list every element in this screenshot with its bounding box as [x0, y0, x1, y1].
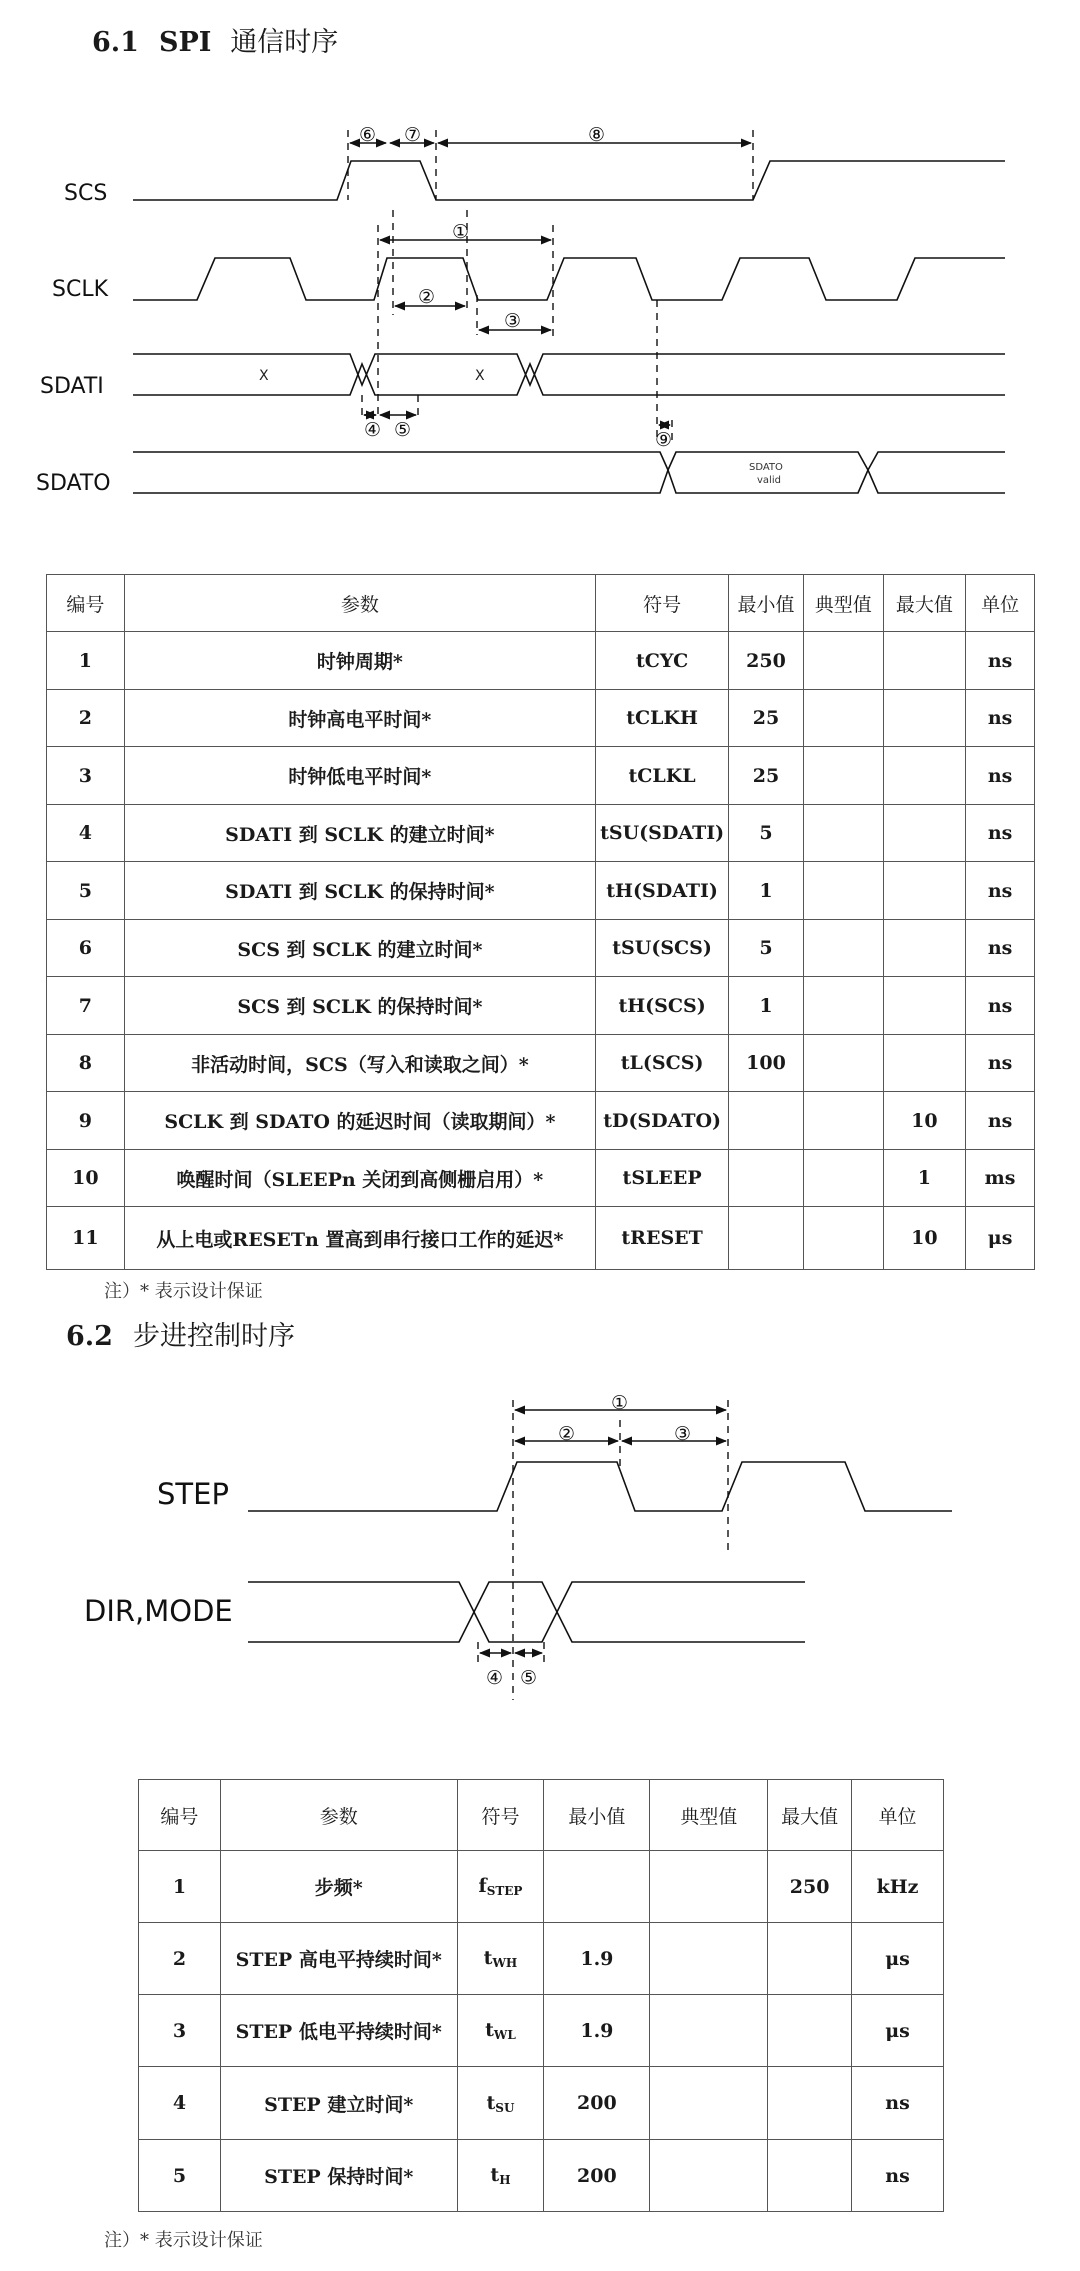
cell-symbol: [457, 1995, 544, 2067]
signal-label-sdato: SDATO: [36, 471, 111, 496]
marker-9: ⑨: [655, 429, 673, 451]
table-row: [139, 1851, 944, 1923]
cell-unit: ms: [966, 1150, 1035, 1207]
section-title-cn: 通信时序: [230, 27, 339, 58]
cell-max: 10: [883, 1207, 966, 1270]
cell-param: SCLK 到 SDATO 的延迟时间（读取期间）*: [124, 1092, 595, 1150]
cell-min: 1.9: [544, 1923, 650, 1995]
marker-2: ②: [418, 286, 436, 308]
cell-symbol: [457, 2140, 544, 2212]
cell-typ: [650, 1995, 768, 2067]
cell-min: 1: [729, 862, 804, 920]
cell-min: 25: [729, 747, 804, 805]
cell-max: [768, 2067, 852, 2140]
cell-no: 5: [139, 2140, 221, 2212]
cell-no: 5: [47, 862, 125, 920]
cell-max: [883, 977, 966, 1035]
cell-min: 200: [544, 2067, 650, 2140]
header-max: 最大值: [883, 575, 966, 632]
signal-label-sclk: SCLK: [52, 277, 109, 302]
cell-typ: [803, 632, 883, 690]
marker-1: ①: [611, 1392, 629, 1414]
cell-unit: μs: [852, 1995, 944, 2067]
cell-symbol: [457, 1923, 544, 1995]
cell-max: [768, 1995, 852, 2067]
cell-min: [544, 1851, 650, 1923]
cell-no: 3: [139, 1995, 221, 2067]
signal-label-scs: SCS: [64, 181, 108, 206]
cell-unit: μs: [852, 1923, 944, 1995]
cell-min: 5: [729, 920, 804, 977]
symbol-main: t: [485, 2019, 494, 2041]
cell-typ: [803, 977, 883, 1035]
sdato-valid-label-2: valid: [757, 475, 781, 486]
cell-max: [768, 1923, 852, 1995]
table-row: [47, 1207, 1035, 1270]
section-title: SPI: [158, 27, 212, 58]
cell-typ: [803, 862, 883, 920]
cell-unit: ns: [966, 805, 1035, 862]
header-min: 最小值: [544, 1780, 650, 1851]
cell-typ: [650, 2140, 768, 2212]
cell-no: 4: [139, 2067, 221, 2140]
cell-max: [883, 920, 966, 977]
cell-param: SCS 到 SCLK 的建立时间*: [124, 920, 595, 977]
symbol-main: f: [478, 1875, 487, 1897]
cell-symbol: tH(SDATI): [596, 862, 729, 920]
cell-no: 2: [47, 690, 125, 747]
step-table-note: 注）* 表示设计保证: [104, 2230, 263, 2251]
cell-param: SDATI 到 SCLK 的建立时间*: [124, 805, 595, 862]
section-number: 6.1: [92, 27, 139, 58]
sdato-valid-label-1: SDATO: [749, 462, 783, 473]
cell-symbol: tL(SCS): [596, 1035, 729, 1092]
table-header-row: [47, 575, 1035, 632]
dir-mode-waveform: [248, 1582, 805, 1612]
cell-no: 4: [47, 805, 125, 862]
header-param: 参数: [220, 1780, 457, 1851]
cell-unit: ns: [852, 2067, 944, 2140]
cell-unit: ns: [966, 862, 1035, 920]
symbol-main: t: [486, 2091, 496, 2114]
symbol-sub: STEP: [486, 1884, 523, 1898]
cell-max: [883, 690, 966, 747]
table-row: [47, 862, 1035, 920]
cell-no: 11: [47, 1207, 125, 1270]
signal-label-sdati: SDATI: [40, 374, 104, 399]
table-row: [139, 2067, 944, 2140]
cell-unit: ns: [966, 632, 1035, 690]
cell-unit: ns: [852, 2140, 944, 2212]
step-timing-diagram: [0, 1380, 1080, 1700]
cell-symbol: tSU(SCS): [596, 920, 729, 977]
table-row: [47, 747, 1035, 805]
cell-param: 从上电或RESETn 置高到串行接口工作的延迟*: [124, 1207, 595, 1270]
cell-symbol: tCLKL: [596, 747, 729, 805]
cell-max: 10: [883, 1092, 966, 1150]
cell-param: SCS 到 SCLK 的保持时间*: [124, 977, 595, 1035]
table-row: [47, 1092, 1035, 1150]
step-waveform: [248, 1462, 952, 1511]
marker-4: ④: [364, 419, 382, 441]
cell-typ: [803, 690, 883, 747]
cell-typ: [803, 1035, 883, 1092]
table-row: [47, 977, 1035, 1035]
cell-symbol: tSU(SDATI): [596, 805, 729, 862]
signal-label-dir-mode: DIR,MODE: [84, 1594, 233, 1628]
cell-param: 步频*: [220, 1851, 457, 1923]
spi-table-note: 注）* 表示设计保证: [104, 1281, 263, 1302]
cell-no: 10: [47, 1150, 125, 1207]
cell-symbol: tCLKH: [596, 690, 729, 747]
signal-label-step: STEP: [157, 1477, 229, 1511]
marker-3: ③: [504, 310, 522, 332]
table-row: [47, 920, 1035, 977]
marker-6: ⑥: [359, 124, 377, 146]
cell-param: 非活动时间，SCS（写入和读取之间）*: [124, 1035, 595, 1092]
cell-symbol: [457, 2067, 544, 2140]
symbol-main: t: [483, 1947, 493, 1969]
sdato-waveform: [133, 452, 1005, 470]
cell-param: STEP 高电平持续时间*: [220, 1923, 457, 1995]
table-header-row: [139, 1780, 944, 1851]
cell-typ: [650, 1851, 768, 1923]
cell-param: 时钟低电平时间*: [124, 747, 595, 805]
cell-param: 时钟周期*: [124, 632, 595, 690]
symbol-main: t: [490, 2164, 500, 2186]
cell-typ: [803, 920, 883, 977]
cell-no: 2: [139, 1923, 221, 1995]
header-param: 参数: [124, 575, 595, 632]
cell-no: 9: [47, 1092, 125, 1150]
marker-3: ③: [674, 1423, 692, 1445]
cell-max: 250: [768, 1851, 852, 1923]
cell-param: 唤醒时间（SLEEPn 关闭到高侧栅启用）*: [124, 1150, 595, 1207]
cell-param: STEP 低电平持续时间*: [220, 1995, 457, 2067]
cell-no: 1: [47, 632, 125, 690]
cell-param: SDATI 到 SCLK 的保持时间*: [124, 862, 595, 920]
spi-timing-diagram: [0, 110, 1080, 530]
cell-unit: ns: [966, 1035, 1035, 1092]
table-row: [139, 1923, 944, 1995]
marker-5: ⑤: [394, 419, 412, 441]
cell-typ: [803, 1150, 883, 1207]
cell-min: 1.9: [544, 1995, 650, 2067]
cell-min: 25: [729, 690, 804, 747]
table-row: [47, 1035, 1035, 1092]
symbol-sub: WL: [493, 2028, 516, 2042]
table-row: [47, 1150, 1035, 1207]
cell-no: 7: [47, 977, 125, 1035]
sdati-x-label-1: X: [259, 368, 269, 384]
cell-min: 200: [544, 2140, 650, 2212]
cell-typ: [803, 805, 883, 862]
table-row: [139, 1995, 944, 2067]
header-no: 编号: [47, 575, 125, 632]
cell-unit: ns: [966, 920, 1035, 977]
cell-unit: μs: [966, 1207, 1035, 1270]
cell-typ: [803, 1092, 883, 1150]
cell-typ: [650, 2067, 768, 2140]
section-6-1-heading: [92, 20, 338, 59]
section-6-2-heading: [66, 1314, 295, 1353]
cell-param: STEP 建立时间*: [220, 2067, 457, 2140]
cell-max: [883, 1035, 966, 1092]
cell-symbol: tSLEEP: [596, 1150, 729, 1207]
marker-8: ⑧: [588, 124, 606, 146]
cell-param: STEP 保持时间*: [220, 2140, 457, 2212]
cell-min: 1: [729, 977, 804, 1035]
cell-symbol: tCYC: [596, 632, 729, 690]
cell-no: 8: [47, 1035, 125, 1092]
cell-typ: [803, 747, 883, 805]
symbol-sub: H: [499, 2173, 511, 2187]
cell-max: [883, 862, 966, 920]
header-max: 最大值: [768, 1780, 852, 1851]
cell-min: 250: [729, 632, 804, 690]
cell-symbol: tRESET: [596, 1207, 729, 1270]
cell-max: [768, 2140, 852, 2212]
marker-5: ⑤: [520, 1667, 538, 1689]
spi-timing-table: [46, 574, 1035, 1270]
marker-7: ⑦: [404, 124, 422, 146]
header-symbol: 符号: [596, 575, 729, 632]
symbol-sub: SU: [495, 2100, 515, 2115]
marker-2: ②: [558, 1423, 576, 1445]
section-title-cn: 步进控制时序: [132, 1321, 295, 1352]
cell-unit: ns: [966, 747, 1035, 805]
cell-typ: [650, 1923, 768, 1995]
cell-min: [729, 1207, 804, 1270]
cell-unit: ns: [966, 977, 1035, 1035]
table-row: [47, 805, 1035, 862]
header-no: 编号: [139, 1780, 221, 1851]
sdati-x-label-2: X: [475, 368, 485, 384]
symbol-sub: WH: [492, 1956, 518, 1970]
cell-no: 1: [139, 1851, 221, 1923]
table-row: [139, 2140, 944, 2212]
header-typ: 典型值: [650, 1780, 768, 1851]
cell-unit: ns: [966, 1092, 1035, 1150]
cell-typ: [803, 1207, 883, 1270]
header-min: 最小值: [729, 575, 804, 632]
header-symbol: 符号: [457, 1780, 544, 1851]
cell-no: 6: [47, 920, 125, 977]
scs-waveform: [133, 161, 1005, 200]
cell-unit: kHz: [852, 1851, 944, 1923]
cell-min: 100: [729, 1035, 804, 1092]
header-typ: 典型值: [803, 575, 883, 632]
cell-max: [883, 632, 966, 690]
cell-symbol: [457, 1851, 544, 1923]
sclk-waveform: [133, 258, 1005, 300]
cell-unit: ns: [966, 690, 1035, 747]
cell-min: 5: [729, 805, 804, 862]
marker-1: ①: [452, 221, 470, 243]
step-timing-table: [138, 1779, 944, 2212]
cell-max: 1: [883, 1150, 966, 1207]
cell-symbol: tD(SDATO): [596, 1092, 729, 1150]
table-row: [47, 690, 1035, 747]
header-unit: 单位: [852, 1780, 944, 1851]
cell-symbol: tH(SCS): [596, 977, 729, 1035]
cell-max: [883, 805, 966, 862]
header-unit: 单位: [966, 575, 1035, 632]
marker-4: ④: [486, 1667, 504, 1689]
cell-no: 3: [47, 747, 125, 805]
cell-min: [729, 1150, 804, 1207]
table-row: [47, 632, 1035, 690]
cell-max: [883, 747, 966, 805]
cell-param: 时钟高电平时间*: [124, 690, 595, 747]
cell-min: [729, 1092, 804, 1150]
section-number: 6.2: [66, 1321, 113, 1352]
